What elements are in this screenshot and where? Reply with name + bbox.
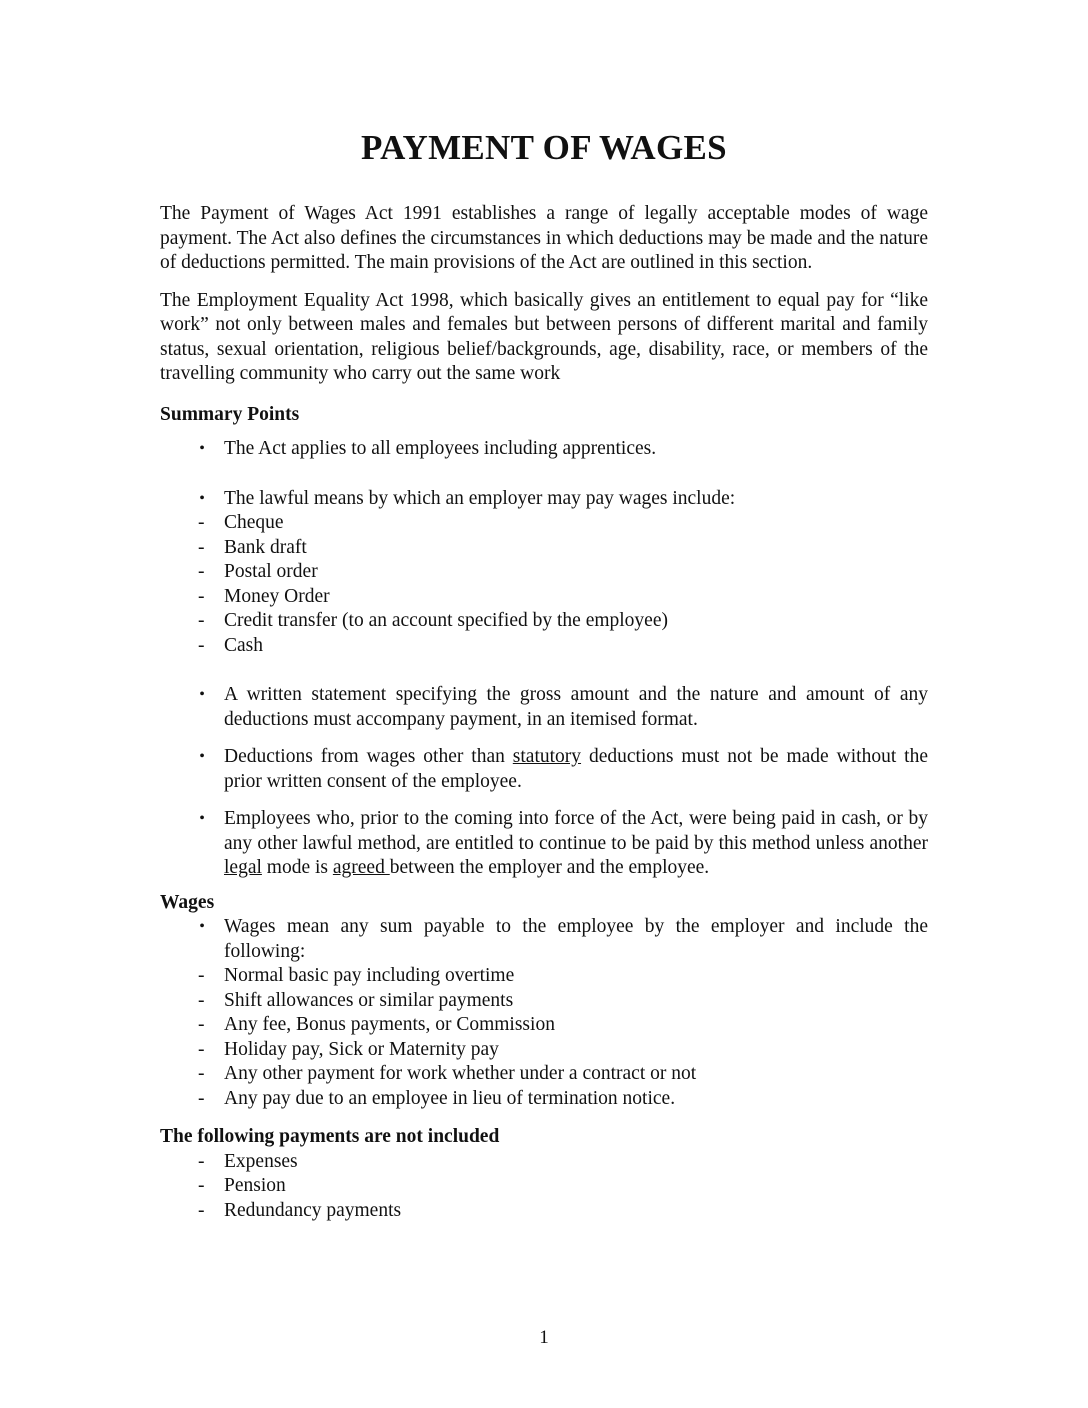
summary-heading: Summary Points bbox=[160, 403, 300, 425]
text-run: mode is bbox=[261, 857, 333, 878]
pay-method-item bbox=[160, 585, 928, 610]
not-included-item-text: Expenses bbox=[224, 1150, 298, 1172]
wages-item bbox=[160, 1013, 928, 1038]
bullet-icon: • bbox=[199, 748, 205, 765]
intro-paragraph-1: The Payment of Wages Act 1991 establishes a range of legally acceptable modes of wage payment. The Act also defines the circumstances in which deductions may be made and the nature of deductions permitted. The main provisions of the Act are outlined in this section. bbox=[160, 203, 928, 273]
pay-method-text: Bank draft bbox=[224, 536, 307, 558]
summary-point-text: The lawful means by which an employer may pay wages include: bbox=[224, 487, 736, 509]
dash-marker: - bbox=[198, 1014, 205, 1035]
dash-marker: - bbox=[198, 561, 205, 582]
dash-marker: - bbox=[198, 965, 205, 986]
not-included-item bbox=[160, 1199, 928, 1224]
dash-marker: - bbox=[198, 1087, 205, 1109]
text-run: Deductions from wages other than bbox=[224, 746, 513, 767]
not-included-item bbox=[160, 1174, 928, 1199]
pay-method-item bbox=[160, 609, 928, 634]
wages-point bbox=[160, 915, 928, 964]
wages-item-text: Normal basic pay including overtime bbox=[224, 965, 515, 986]
bullet-icon: • bbox=[199, 686, 205, 703]
wages-item bbox=[160, 989, 928, 1014]
pay-method-text: Money Order bbox=[224, 585, 330, 607]
dash-marker: - bbox=[198, 536, 205, 558]
dash-marker: - bbox=[198, 1150, 205, 1172]
pay-method-text: Cheque bbox=[224, 512, 284, 533]
not-included-heading: The following payments are not included bbox=[160, 1126, 500, 1147]
pay-method-item bbox=[160, 560, 928, 585]
wages-item-text: Any fee, Bonus payments, or Commission bbox=[224, 1014, 555, 1035]
pay-method-item bbox=[160, 634, 928, 659]
dash-marker: - bbox=[198, 1038, 205, 1060]
dash-marker: - bbox=[198, 512, 205, 533]
summary-point-means bbox=[160, 487, 928, 512]
dash-marker: - bbox=[198, 1175, 205, 1196]
wages-item bbox=[160, 1062, 928, 1087]
summary-point-apply bbox=[160, 437, 928, 462]
dash-marker: - bbox=[198, 1063, 205, 1084]
wages-point-text: Wages mean any sum payable to the employee by the employer and include the following: bbox=[224, 916, 928, 962]
wages-item-text: Any pay due to an employee in lieu of termination notice. bbox=[224, 1087, 676, 1109]
page-number: 1 bbox=[539, 1327, 549, 1348]
dash-marker: - bbox=[198, 634, 205, 656]
bullet-icon: • bbox=[199, 440, 205, 457]
underlined-word: agreed bbox=[332, 857, 390, 878]
wages-item-text: Any other payment for work whether under a contract or not bbox=[224, 1063, 697, 1084]
dash-marker: - bbox=[198, 1199, 205, 1221]
wages-item bbox=[160, 1087, 928, 1112]
dash-marker: - bbox=[198, 585, 205, 607]
text-run: Employees who, prior to the coming into force of the Act, were being paid in cash, or by any other lawful method, are entitled to continue to be paid by this method unless another bbox=[224, 808, 928, 854]
summary-point-text bbox=[224, 746, 928, 792]
page-title: PAYMENT OF WAGES bbox=[361, 128, 727, 167]
pay-method-text: Postal order bbox=[224, 561, 318, 582]
wages-item-text: Holiday pay, Sick or Maternity pay bbox=[224, 1038, 499, 1060]
pay-method-item bbox=[160, 536, 928, 561]
dash-marker: - bbox=[198, 989, 205, 1011]
text-run: between the employer and the employee. bbox=[389, 857, 710, 878]
bullet-icon: • bbox=[199, 489, 205, 507]
pay-method-text: Cash bbox=[224, 634, 263, 656]
pay-method-item bbox=[160, 511, 928, 536]
summary-point-text: The Act applies to all employees including apprentices. bbox=[224, 438, 657, 459]
not-included-item-text: Pension bbox=[224, 1175, 286, 1196]
wages-item-text: Shift allowances or similar payments bbox=[224, 989, 514, 1011]
summary-point-text bbox=[224, 808, 928, 878]
dash-marker: - bbox=[198, 610, 205, 631]
summary-point-statement bbox=[160, 683, 928, 732]
underlined-word: legal bbox=[224, 857, 262, 878]
wages-item bbox=[160, 1038, 928, 1063]
summary-point-text: A written statement specifying the gross amount and the nature and amount of any deductions must accompany payment, in an itemised format. bbox=[224, 684, 928, 730]
bullet-icon: • bbox=[199, 918, 205, 935]
underlined-word: statutory bbox=[512, 746, 582, 767]
wages-heading: Wages bbox=[160, 891, 215, 913]
intro-paragraph-2: The Employment Equality Act 1998, which basically gives an entitlement to equal pay for “like work” not only between males and females but between persons of different marital and family status, sexual orientation, religious belief/backgrounds, age, disability, race, or members of the travelling community who carry out the same work bbox=[160, 289, 928, 384]
pay-method-text: Credit transfer (to an account specified by the employee) bbox=[224, 610, 668, 631]
text-run: deductions must not be made without the prior written consent of the employee. bbox=[224, 746, 928, 792]
summary-point-continue bbox=[160, 807, 928, 881]
not-included-item-text: Redundancy payments bbox=[224, 1199, 402, 1221]
not-included-item bbox=[160, 1150, 928, 1175]
page-content bbox=[160, 126, 928, 1223]
summary-point-deductions bbox=[160, 745, 928, 794]
bullet-icon: • bbox=[199, 810, 205, 827]
wages-item bbox=[160, 964, 928, 989]
